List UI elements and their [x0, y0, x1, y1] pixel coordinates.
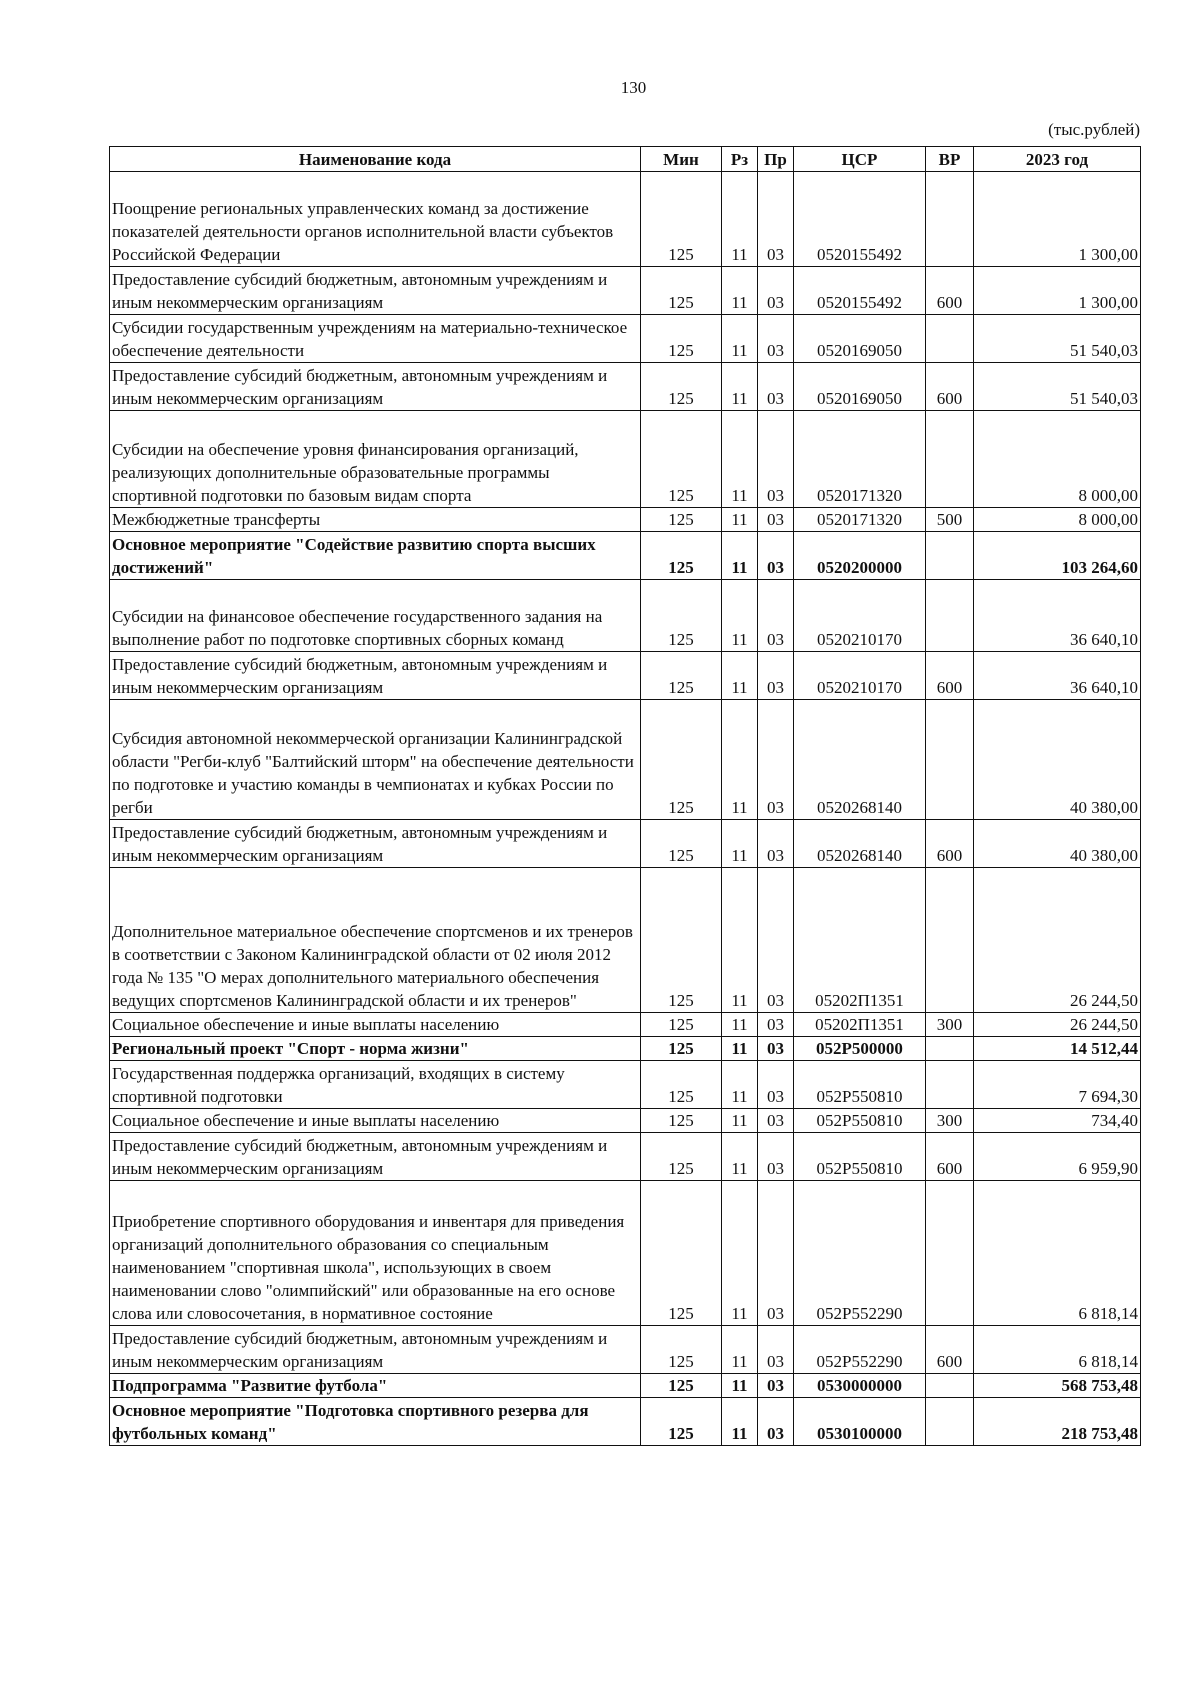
- row-amount: 36 640,10: [974, 580, 1141, 652]
- row-amount: 218 753,48: [974, 1398, 1141, 1446]
- table-body: [110, 172, 1141, 1446]
- row-pr: 03: [758, 1374, 794, 1398]
- row-csr: 05202П1351: [794, 868, 926, 1013]
- row-amount: 734,40: [974, 1109, 1141, 1133]
- row-csr: 0520268140: [794, 820, 926, 868]
- row-pr: 03: [758, 411, 794, 508]
- row-min: 125: [641, 1133, 722, 1181]
- row-amount: 26 244,50: [974, 868, 1141, 1013]
- row-csr: 05202П1351: [794, 1013, 926, 1037]
- table-row: [110, 1398, 1141, 1446]
- row-min: 125: [641, 1326, 722, 1374]
- header-amount: 2023 год: [974, 147, 1141, 172]
- row-pr: 03: [758, 700, 794, 820]
- header-csr: ЦСР: [794, 147, 926, 172]
- row-pr: 03: [758, 508, 794, 532]
- row-amount: 1 300,00: [974, 172, 1141, 267]
- row-name: Предоставление субсидий бюджетным, автономным учреждениям и иным некоммерческим организациям: [110, 363, 641, 411]
- row-min: 125: [641, 868, 722, 1013]
- budget-table: [109, 146, 1141, 1446]
- row-min: 125: [641, 315, 722, 363]
- row-min: 125: [641, 580, 722, 652]
- row-csr: 052P552290: [794, 1326, 926, 1374]
- row-amount: 7 694,30: [974, 1061, 1141, 1109]
- header-rz: Рз: [722, 147, 758, 172]
- table-row: [110, 267, 1141, 315]
- row-rz: 11: [722, 363, 758, 411]
- row-min: 125: [641, 1181, 722, 1326]
- row-pr: 03: [758, 820, 794, 868]
- table-row: [110, 820, 1141, 868]
- row-csr: 0520171320: [794, 411, 926, 508]
- table-row: [110, 652, 1141, 700]
- row-csr: 0520210170: [794, 580, 926, 652]
- table-row: [110, 532, 1141, 580]
- row-name: Социальное обеспечение и иные выплаты населению: [110, 1013, 641, 1037]
- row-amount: 568 753,48: [974, 1374, 1141, 1398]
- row-csr: 052P550810: [794, 1133, 926, 1181]
- row-name: Субсидия автономной некоммерческой организации Калининградской области "Регби-клуб "Балтийский шторм" на обеспечение деятельности по подготовке и участию команды в чемпионатах и кубках России по регби: [110, 700, 641, 820]
- row-vr: 300: [926, 1013, 974, 1037]
- row-name: Приобретение спортивного оборудования и инвентаря для приведения организаций дополнительного образования со специальным наименованием "спортивная школа", использующих в своем наименовании слово "олимпийский" или образованные на его основе слова или словосочетания, в нормативное состояние: [110, 1181, 641, 1326]
- row-pr: 03: [758, 363, 794, 411]
- row-rz: 11: [722, 411, 758, 508]
- row-amount: 14 512,44: [974, 1037, 1141, 1061]
- row-pr: 03: [758, 1398, 794, 1446]
- table-row: [110, 1326, 1141, 1374]
- row-rz: 11: [722, 1326, 758, 1374]
- table-row: [110, 508, 1141, 532]
- units-label: (тыс.рублей): [1048, 120, 1140, 139]
- row-name: Поощрение региональных управленческих команд за достижение показателей деятельности органов исполнительной власти субъектов Российской Федерации: [110, 172, 641, 267]
- header-pr: Пр: [758, 147, 794, 172]
- table-row: [110, 1109, 1141, 1133]
- row-vr: 600: [926, 1326, 974, 1374]
- row-vr: 600: [926, 363, 974, 411]
- row-name: Основное мероприятие "Подготовка спортивного резерва для футбольных команд": [110, 1398, 641, 1446]
- row-amount: 1 300,00: [974, 267, 1141, 315]
- row-vr: 500: [926, 508, 974, 532]
- row-name: Основное мероприятие "Содействие развитию спорта высших достижений": [110, 532, 641, 580]
- row-rz: 11: [722, 315, 758, 363]
- row-rz: 11: [722, 532, 758, 580]
- row-csr: 0520200000: [794, 532, 926, 580]
- row-vr: [926, 315, 974, 363]
- table-row: [110, 363, 1141, 411]
- row-amount: 8 000,00: [974, 508, 1141, 532]
- row-vr: [926, 1037, 974, 1061]
- row-csr: 0530000000: [794, 1374, 926, 1398]
- row-pr: 03: [758, 1013, 794, 1037]
- row-vr: [926, 172, 974, 267]
- row-amount: 8 000,00: [974, 411, 1141, 508]
- row-vr: 600: [926, 820, 974, 868]
- row-rz: 11: [722, 652, 758, 700]
- row-pr: 03: [758, 1181, 794, 1326]
- row-name: Региональный проект "Спорт - норма жизни": [110, 1037, 641, 1061]
- table-row: [110, 1013, 1141, 1037]
- row-min: 125: [641, 267, 722, 315]
- row-vr: [926, 1061, 974, 1109]
- table-row: [110, 1181, 1141, 1326]
- row-amount: 36 640,10: [974, 652, 1141, 700]
- row-vr: 600: [926, 652, 974, 700]
- row-pr: 03: [758, 1326, 794, 1374]
- row-amount: 40 380,00: [974, 820, 1141, 868]
- table-row: [110, 1374, 1141, 1398]
- table-row: [110, 1061, 1141, 1109]
- row-vr: [926, 1398, 974, 1446]
- row-rz: 11: [722, 700, 758, 820]
- row-amount: 26 244,50: [974, 1013, 1141, 1037]
- row-rz: 11: [722, 508, 758, 532]
- row-vr: [926, 1374, 974, 1398]
- table-row: [110, 315, 1141, 363]
- row-vr: [926, 532, 974, 580]
- row-rz: 11: [722, 1037, 758, 1061]
- row-vr: [926, 868, 974, 1013]
- row-name: Межбюджетные трансферты: [110, 508, 641, 532]
- table-row: [110, 580, 1141, 652]
- row-min: 125: [641, 1013, 722, 1037]
- row-vr: [926, 1181, 974, 1326]
- row-rz: 11: [722, 172, 758, 267]
- row-csr: 0530100000: [794, 1398, 926, 1446]
- row-amount: 6 818,14: [974, 1181, 1141, 1326]
- row-name: Предоставление субсидий бюджетным, автономным учреждениям и иным некоммерческим организациям: [110, 1133, 641, 1181]
- row-name: Предоставление субсидий бюджетным, автономным учреждениям и иным некоммерческим организациям: [110, 820, 641, 868]
- row-name: Дополнительное материальное обеспечение спортсменов и их тренеров в соответствии с Законом Калининградской области от 02 июля 2012 года № 135 "О мерах дополнительного материального обеспечения ведущих спортсменов Калининградской области и их тренеров": [110, 868, 641, 1013]
- row-name: Социальное обеспечение и иные выплаты населению: [110, 1109, 641, 1133]
- table-row: [110, 868, 1141, 1013]
- row-pr: 03: [758, 1109, 794, 1133]
- row-amount: 103 264,60: [974, 532, 1141, 580]
- row-min: 125: [641, 363, 722, 411]
- row-name: Предоставление субсидий бюджетным, автономным учреждениям и иным некоммерческим организациям: [110, 1326, 641, 1374]
- table-row: [110, 172, 1141, 267]
- row-min: 125: [641, 508, 722, 532]
- header-vr: ВР: [926, 147, 974, 172]
- row-rz: 11: [722, 1374, 758, 1398]
- row-name: Государственная поддержка организаций, входящих в систему спортивной подготовки: [110, 1061, 641, 1109]
- row-csr: 0520210170: [794, 652, 926, 700]
- row-pr: 03: [758, 580, 794, 652]
- row-rz: 11: [722, 1109, 758, 1133]
- row-rz: 11: [722, 1013, 758, 1037]
- row-rz: 11: [722, 1061, 758, 1109]
- row-vr: [926, 700, 974, 820]
- row-name: Субсидии государственным учреждениям на материально-техническое обеспечение деятельности: [110, 315, 641, 363]
- row-csr: 0520155492: [794, 267, 926, 315]
- row-csr: 052P500000: [794, 1037, 926, 1061]
- row-vr: 300: [926, 1109, 974, 1133]
- row-amount: 51 540,03: [974, 363, 1141, 411]
- row-csr: 052P552290: [794, 1181, 926, 1326]
- row-rz: 11: [722, 820, 758, 868]
- row-csr: 0520268140: [794, 700, 926, 820]
- row-rz: 11: [722, 868, 758, 1013]
- row-csr: 052P550810: [794, 1061, 926, 1109]
- page-number: 130: [620, 78, 647, 97]
- row-rz: 11: [722, 1181, 758, 1326]
- row-pr: 03: [758, 532, 794, 580]
- row-csr: 052P550810: [794, 1109, 926, 1133]
- row-min: 125: [641, 1374, 722, 1398]
- row-rz: 11: [722, 1398, 758, 1446]
- row-pr: 03: [758, 1133, 794, 1181]
- row-vr: 600: [926, 267, 974, 315]
- row-pr: 03: [758, 1061, 794, 1109]
- row-name: Субсидии на обеспечение уровня финансирования организаций, реализующих дополнительные образовательные программы спортивной подготовки по базовым видам спорта: [110, 411, 641, 508]
- row-min: 125: [641, 1109, 722, 1133]
- row-amount: 51 540,03: [974, 315, 1141, 363]
- row-csr: 0520169050: [794, 315, 926, 363]
- table-row: [110, 1133, 1141, 1181]
- table-row: [110, 700, 1141, 820]
- row-min: 125: [641, 1061, 722, 1109]
- row-pr: 03: [758, 172, 794, 267]
- table-header-row: [110, 147, 1141, 172]
- row-pr: 03: [758, 315, 794, 363]
- header-name: Наименование кода: [110, 147, 641, 172]
- row-min: 125: [641, 652, 722, 700]
- row-pr: 03: [758, 267, 794, 315]
- row-pr: 03: [758, 868, 794, 1013]
- row-name: Субсидии на финансовое обеспечение государственного задания на выполнение работ по подготовке спортивных сборных команд: [110, 580, 641, 652]
- row-min: 125: [641, 172, 722, 267]
- row-csr: 0520169050: [794, 363, 926, 411]
- table-row: [110, 411, 1141, 508]
- row-rz: 11: [722, 267, 758, 315]
- row-vr: [926, 580, 974, 652]
- row-min: 125: [641, 1398, 722, 1446]
- header-min: Мин: [641, 147, 722, 172]
- row-name: Предоставление субсидий бюджетным, автономным учреждениям и иным некоммерческим организациям: [110, 652, 641, 700]
- table-row: [110, 1037, 1141, 1061]
- row-min: 125: [641, 411, 722, 508]
- row-rz: 11: [722, 580, 758, 652]
- row-rz: 11: [722, 1133, 758, 1181]
- row-vr: 600: [926, 1133, 974, 1181]
- row-name: Подпрограмма "Развитие футбола": [110, 1374, 641, 1398]
- row-pr: 03: [758, 652, 794, 700]
- row-amount: 6 959,90: [974, 1133, 1141, 1181]
- row-min: 125: [641, 700, 722, 820]
- row-min: 125: [641, 820, 722, 868]
- row-name: Предоставление субсидий бюджетным, автономным учреждениям и иным некоммерческим организациям: [110, 267, 641, 315]
- row-csr: 0520171320: [794, 508, 926, 532]
- row-vr: [926, 411, 974, 508]
- row-csr: 0520155492: [794, 172, 926, 267]
- row-min: 125: [641, 1037, 722, 1061]
- row-amount: 40 380,00: [974, 700, 1141, 820]
- row-pr: 03: [758, 1037, 794, 1061]
- row-min: 125: [641, 532, 722, 580]
- row-amount: 6 818,14: [974, 1326, 1141, 1374]
